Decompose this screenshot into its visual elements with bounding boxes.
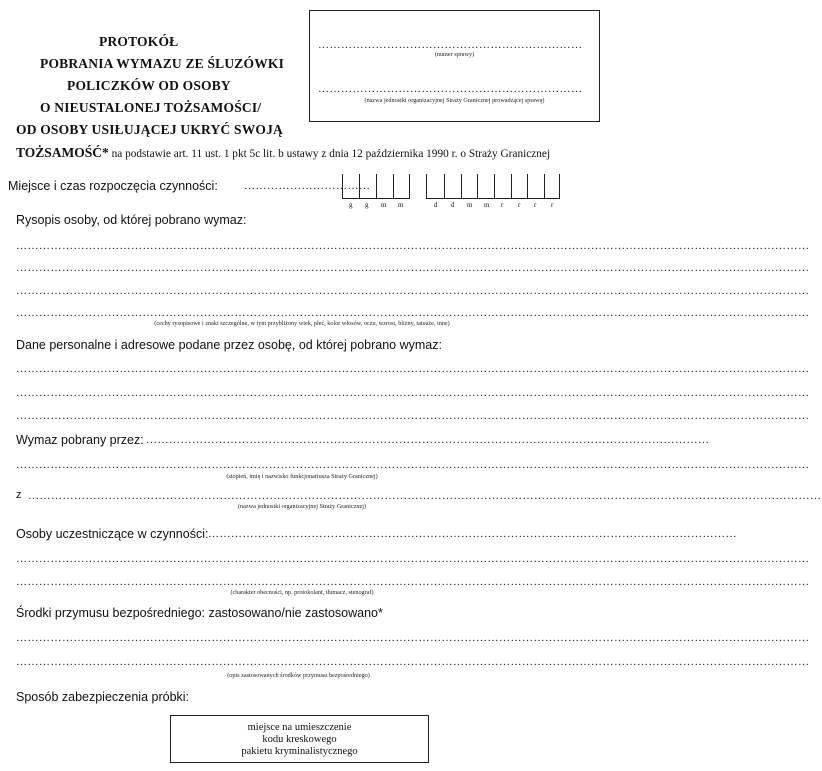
from-unit-caption: (nazwa jednostki organizacyjnej Straży Granicznej) <box>237 503 367 510</box>
date-letter: r <box>518 201 521 209</box>
from-unit-field[interactable]: ……………………………………………………………………………………………………………………………………………………………………………………… <box>28 490 822 502</box>
barcode-line-3: pakietu kryminalistycznego <box>241 746 358 757</box>
time-letter: g <box>349 201 353 209</box>
description-label: Rysopis osoby, od której pobrano wymaz: <box>16 213 247 227</box>
time-letter: m <box>398 201 404 209</box>
description-line[interactable]: ……………………………………………………………………………………………………………………………………………………………………………………… <box>16 240 810 252</box>
place-field[interactable]: …………………………… <box>244 180 371 192</box>
taken-by-line[interactable]: ……………………………………………………………………………………………………………………………………………………………………………………… <box>16 459 810 471</box>
coercion-label: Środki przymusu bezpośredniego: zastosowano/nie zastosowano* <box>16 606 383 620</box>
time-letter: g <box>365 201 369 209</box>
barcode-line-2: kodu kreskowego <box>262 734 337 745</box>
case-number-caption: (numer sprawy) <box>434 51 475 58</box>
coercion-line[interactable]: ……………………………………………………………………………………………………………………………………………………………………………………… <box>16 656 810 668</box>
title-line-1: PROTOKÓŁ <box>99 34 179 49</box>
description-line[interactable]: ……………………………………………………………………………………………………………………………………………………………………………………… <box>16 262 810 274</box>
personal-data-label: Dane personalne i adresowe podane przez osobę, od której pobrano wymaz: <box>16 338 442 352</box>
time-field-box[interactable] <box>342 174 410 199</box>
description-caption: (cechy rysopisowe i znaki szczególne, w tym przybliżony wiek, płeć, kolor włosów, oczu, wzrost, blizny, tatuaże, inne) <box>154 320 450 327</box>
date-letter: d <box>451 201 455 209</box>
participants-line[interactable]: ……………………………………………………………………………………………………………………………………………………………………………………… <box>16 576 810 588</box>
date-field-box[interactable] <box>426 174 560 199</box>
participants-line[interactable]: ……………………………………………………………………………………………………………………………………………………………………………………… <box>16 553 810 565</box>
case-number-box <box>309 10 600 122</box>
personal-data-line[interactable]: ……………………………………………………………………………………………………………………………………………………………………………………… <box>16 363 810 375</box>
place-time-label: Miejsce i czas rozpoczęcia czynności: <box>8 179 218 193</box>
personal-data-line[interactable]: ……………………………………………………………………………………………………………………………………………………………………………………… <box>16 387 810 399</box>
date-letter: r <box>534 201 537 209</box>
unit-name-caption: (nazwa jednostki organizacyjnej Straży Granicznej prowadzącej sprawę) <box>364 97 545 104</box>
time-letter: m <box>381 201 387 209</box>
participants-field[interactable]: ………………………………………………………………………………………………………………………… <box>208 528 737 540</box>
taken-by-field[interactable]: ………………………………………………………………………………………………………………………………… <box>146 434 710 446</box>
legal-basis-text: na podstawie art. 11 ust. 1 pkt 5c lit. b ustawy z dnia 12 października 1990 r. o Straży Granicznej <box>108 148 551 160</box>
description-line[interactable]: ……………………………………………………………………………………………………………………………………………………………………………………… <box>16 307 810 319</box>
taken-by-caption: (stopień, imię i nazwisko funkcjonariusza Straży Granicznej) <box>226 473 378 480</box>
coercion-caption: (opis zastosowanych środków przymusu bezpośredniego) <box>227 672 370 679</box>
securing-label: Sposób zabezpieczenia próbki: <box>16 690 190 704</box>
date-letter: m <box>467 201 473 209</box>
coercion-line[interactable]: ……………………………………………………………………………………………………………………………………………………………………………………… <box>16 632 810 644</box>
date-letter: r <box>551 201 554 209</box>
barcode-placeholder-box <box>170 715 429 763</box>
title-line-6: TOŻSAMOŚĆ* <box>16 145 109 160</box>
date-letter: r <box>501 201 504 209</box>
date-letter: d <box>434 201 438 209</box>
participants-label: Osoby uczestniczące w czynności: <box>16 527 209 541</box>
from-unit-prefix: z <box>16 489 22 501</box>
date-letter: m <box>484 201 490 209</box>
title-line-2: POBRANIA WYMAZU ZE ŚLUZÓWKI <box>40 56 285 71</box>
title-line-5: OD OSOBY USIŁUJĄCEJ UKRYĆ SWOJĄ <box>16 122 284 137</box>
title-line-4: O NIEUSTALONEJ TOŻSAMOŚCI/ <box>40 100 262 115</box>
description-line[interactable]: ……………………………………………………………………………………………………………………………………………………………………………………… <box>16 285 810 297</box>
unit-name-field[interactable]: …………………………………………………………… <box>318 83 583 95</box>
taken-by-label: Wymaz pobrany przez: <box>16 433 144 447</box>
legal-basis-line <box>16 144 550 162</box>
case-number-field[interactable]: …………………………………………………………… <box>318 39 583 51</box>
participants-caption: (charakter obecności, np. protokolant, tłumacz, stenograf) <box>230 589 374 596</box>
personal-data-line[interactable]: ……………………………………………………………………………………………………………………………………………………………………………………… <box>16 410 810 422</box>
barcode-line-1: miejsce na umieszczenie <box>247 722 352 733</box>
title-line-3: POLICZKÓW OD OSOBY <box>67 78 231 93</box>
